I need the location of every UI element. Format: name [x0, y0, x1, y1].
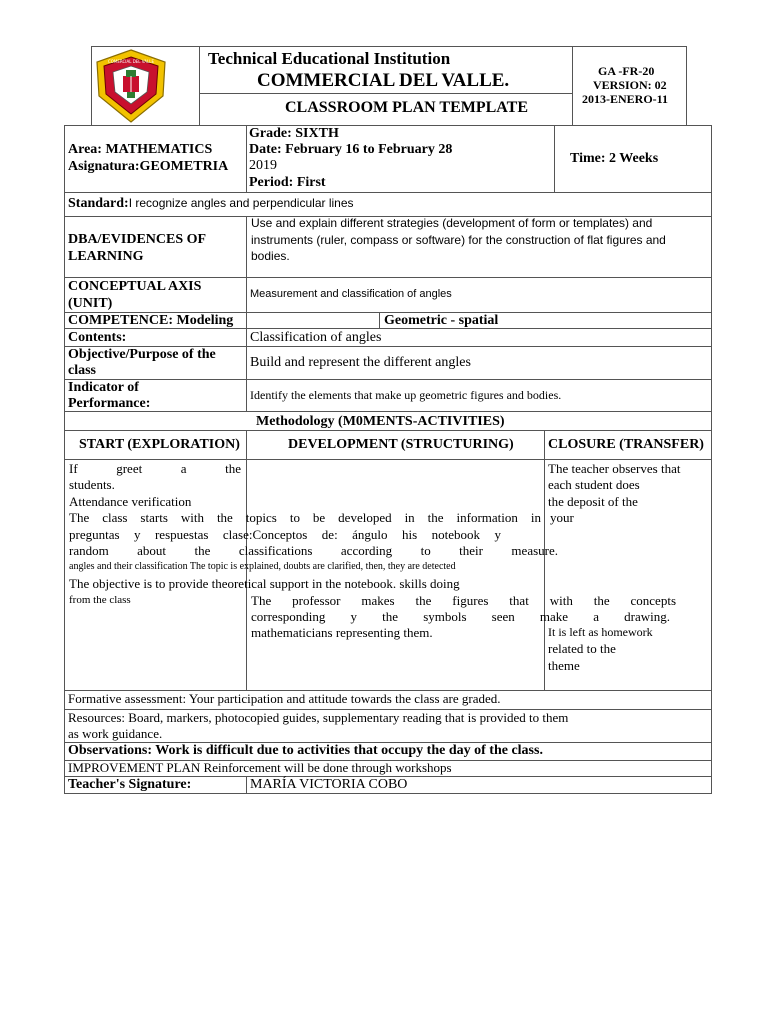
col-line: [246, 776, 247, 794]
doc-code: GA -FR-20: [598, 64, 655, 78]
competence-label: COMPETENCE: Modeling: [68, 313, 234, 328]
closure-line: It is left as homework: [548, 625, 653, 639]
indicator-label-2: Performance:: [68, 396, 151, 411]
closure-line: theme: [548, 658, 580, 673]
dba-label: DBA/EVIDENCES OF: [68, 232, 207, 247]
doc-date-code: 2013-ENERO-11: [582, 92, 669, 106]
competence-type: Geometric - spatial: [384, 313, 499, 328]
activity-line: The objective is to provide theoretical support in the notebook. skills doing: [69, 576, 460, 591]
development-line: mathematicians representing them.: [251, 625, 433, 640]
row-line: [64, 430, 712, 431]
grade-label: Grade: SIXTH: [249, 126, 339, 141]
col-line: [246, 125, 247, 192]
asignatura-label: Asignatura:GEOMETRIA: [68, 159, 229, 174]
contents-text: Classification of angles: [250, 330, 382, 345]
col-line: [544, 430, 545, 690]
col-line: [554, 125, 555, 192]
standard-text: I recognize angles and perpendicular lines: [128, 196, 354, 210]
closure-line: each student does: [548, 477, 640, 492]
school-logo-icon: [93, 48, 169, 124]
objective-text: Build and represent the different angles: [250, 355, 471, 370]
activity-line: preguntas y respuestas clase:Conceptos de: ángulo his notebook y: [69, 527, 501, 542]
svg-text:COMERCIAL DEL VALLE: COMERCIAL DEL VALLE: [107, 59, 155, 64]
row-line: [64, 192, 712, 193]
col-line: [246, 430, 247, 690]
activity-line: random about the classifications according to their measure.: [69, 543, 558, 558]
resources-line: Resources: Board, markers, photocopied guides, supplementary reading that is provided to them: [68, 710, 569, 725]
col-header-start: START (EXPLORATION): [79, 437, 240, 452]
row-line: [64, 277, 712, 278]
col-header-closure: CLOSURE (TRANSFER): [548, 437, 704, 452]
row-line: [64, 459, 712, 460]
methodology-title: Methodology (M0MENTS-ACTIVITIES): [256, 414, 505, 429]
standard-row: [68, 196, 354, 212]
start-line: from the class: [69, 594, 131, 606]
start-line: students.: [69, 477, 115, 492]
resources-line-2: as work guidance.: [68, 726, 163, 741]
dba-text-line: bodies.: [251, 249, 290, 263]
indicator-text: Identify the elements that make up geometric figures and bodies.: [250, 388, 562, 402]
template-title: CLASSROOM PLAN TEMPLATE: [285, 99, 528, 116]
col-line: [246, 216, 247, 411]
header-divider-title: [199, 93, 572, 94]
contents-label: Contents:: [68, 330, 127, 345]
formative-assessment: Formative assessment: Your participation and attitude towards the class are graded.: [68, 691, 501, 706]
conceptual-axis-label: CONCEPTUAL AXIS: [68, 279, 202, 294]
activity-line: The class starts with the topics to be developed in the information in: [69, 510, 541, 525]
doc-version: VERSION: 02: [593, 78, 667, 92]
header-divider-code: [572, 46, 573, 126]
col-line: [379, 312, 380, 328]
row-line: [64, 379, 712, 380]
institution-subname: COMMERCIAL DEL VALLE.: [257, 70, 510, 91]
time-label: Time: 2 Weeks: [570, 151, 659, 166]
objective-label: Objective/Purpose of the: [68, 347, 216, 362]
conceptual-axis-text: Measurement and classification of angles: [250, 288, 452, 300]
objective-label-2: class: [68, 363, 96, 378]
dba-label-2: LEARNING: [68, 249, 144, 264]
col-header-development: DEVELOPMENT (STRUCTURING): [288, 437, 514, 452]
activity-line: angles and their classification The topic is explained, doubts are clarified, then, they are detected: [69, 561, 456, 572]
start-line: If greet a the: [69, 461, 241, 476]
row-line: [64, 411, 712, 412]
standard-label: Standard:: [68, 196, 129, 211]
dba-text-line: Use and explain different strategies (development of form or templates) and: [251, 216, 653, 230]
indicator-label: Indicator of: [68, 380, 139, 395]
institution-name: Technical Educational Institution: [208, 49, 451, 68]
year-label: 2019: [249, 158, 277, 173]
conceptual-axis-label-2: (UNIT): [68, 296, 113, 311]
date-label: Date: February 16 to February 28: [249, 142, 453, 157]
observations: Observations: Work is difficult due to activities that occupy the day of the class.: [68, 743, 543, 758]
start-line: Attendance verification: [69, 494, 192, 509]
header-divider-logo: [199, 46, 200, 126]
signature-name: MARÍA VICTORIA COBO: [250, 777, 408, 792]
closure-line: the deposit of the: [548, 494, 638, 509]
closure-line: The teacher observes that: [548, 461, 681, 476]
development-line: corresponding y the symbols seen make a drawing.: [251, 609, 670, 624]
area-label: Area: MATHEMATICS: [68, 142, 213, 157]
period-label: Period: First: [249, 175, 326, 190]
signature-label: Teacher's Signature:: [68, 777, 192, 792]
improvement-plan: IMPROVEMENT PLAN Reinforcement will be done through workshops: [68, 760, 452, 775]
activity-line: your: [550, 510, 574, 525]
dba-text-line: instruments (ruler, compass or software) for the construction of flat figures and: [251, 233, 666, 247]
development-line: The professor makes the figures that with the concepts: [251, 593, 676, 608]
closure-line: related to the: [548, 641, 616, 656]
